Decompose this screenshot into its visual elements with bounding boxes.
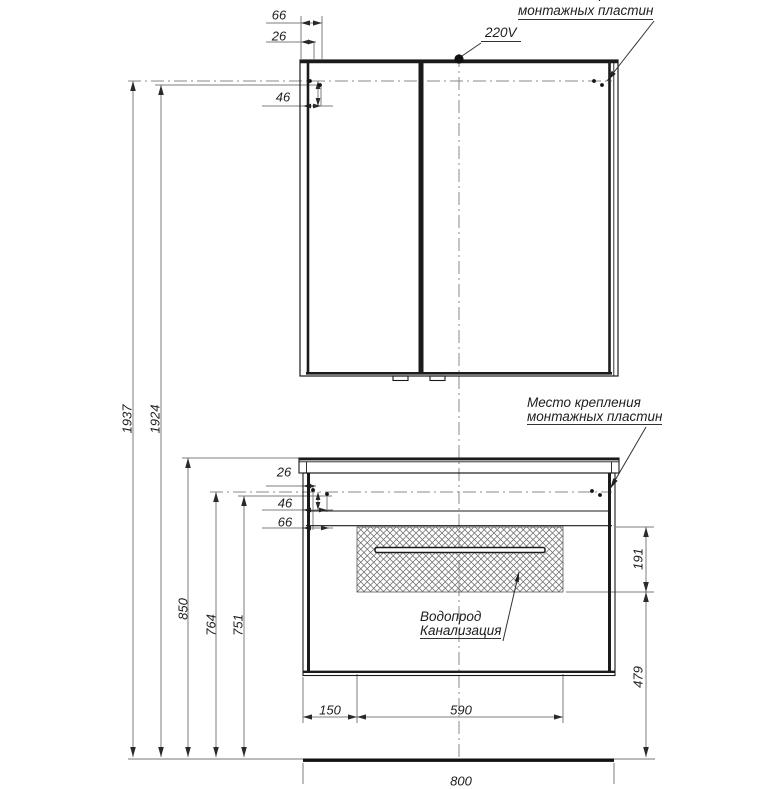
- dim-46-top: 46: [275, 89, 291, 105]
- dim-1924: 1924: [147, 404, 163, 434]
- dim-66-top: 66: [271, 7, 287, 23]
- dim-26-vanity: 26: [276, 464, 292, 480]
- dim-764: 764: [203, 614, 219, 636]
- pipes-label-line1: Водопрод: [420, 609, 482, 624]
- door-divider: [419, 63, 424, 373]
- leader-220v: [462, 43, 481, 56]
- pipe-zone-hatch: [357, 527, 563, 592]
- vanity-cabinet: [299, 458, 619, 676]
- handle-slot: [375, 548, 545, 553]
- dim-46-vanity: 46: [277, 495, 293, 511]
- floor-line: [128, 759, 655, 760]
- door-bumper-left: [393, 376, 408, 381]
- dim-66-vanity: 66: [277, 514, 293, 530]
- leader-arrowheads: [515, 71, 618, 582]
- dimension-arrows: [130, 20, 649, 757]
- dim-479: 479: [630, 666, 646, 688]
- dim-26-top: 26: [271, 28, 287, 44]
- pipes-label: [420, 610, 501, 639]
- dim-850: 850: [175, 598, 191, 620]
- dim-751: 751: [230, 614, 246, 636]
- pipes-label-line2: Канализация: [420, 623, 502, 638]
- door-bumper-right: [430, 376, 445, 381]
- mounting-mid-label: [527, 396, 662, 425]
- mounting-mid-label-line2: монтажных пластин: [527, 409, 663, 424]
- dim-800-clipped: 800: [450, 773, 472, 789]
- dim-191: 191: [630, 548, 646, 570]
- leader-mounting-top: [607, 21, 654, 81]
- mounting-dots: [308, 54, 604, 497]
- mounting-top-label-line1-clipped: [545, 0, 659, 1]
- dim-150: 150: [319, 702, 341, 718]
- mounting-top-label: монтажных пластин: [518, 3, 654, 18]
- voltage-label: 220V: [481, 26, 521, 42]
- dim-1937: 1937: [119, 404, 135, 434]
- dim-590: 590: [450, 702, 472, 718]
- mounting-mid-label-line1: Место крепления: [527, 395, 641, 410]
